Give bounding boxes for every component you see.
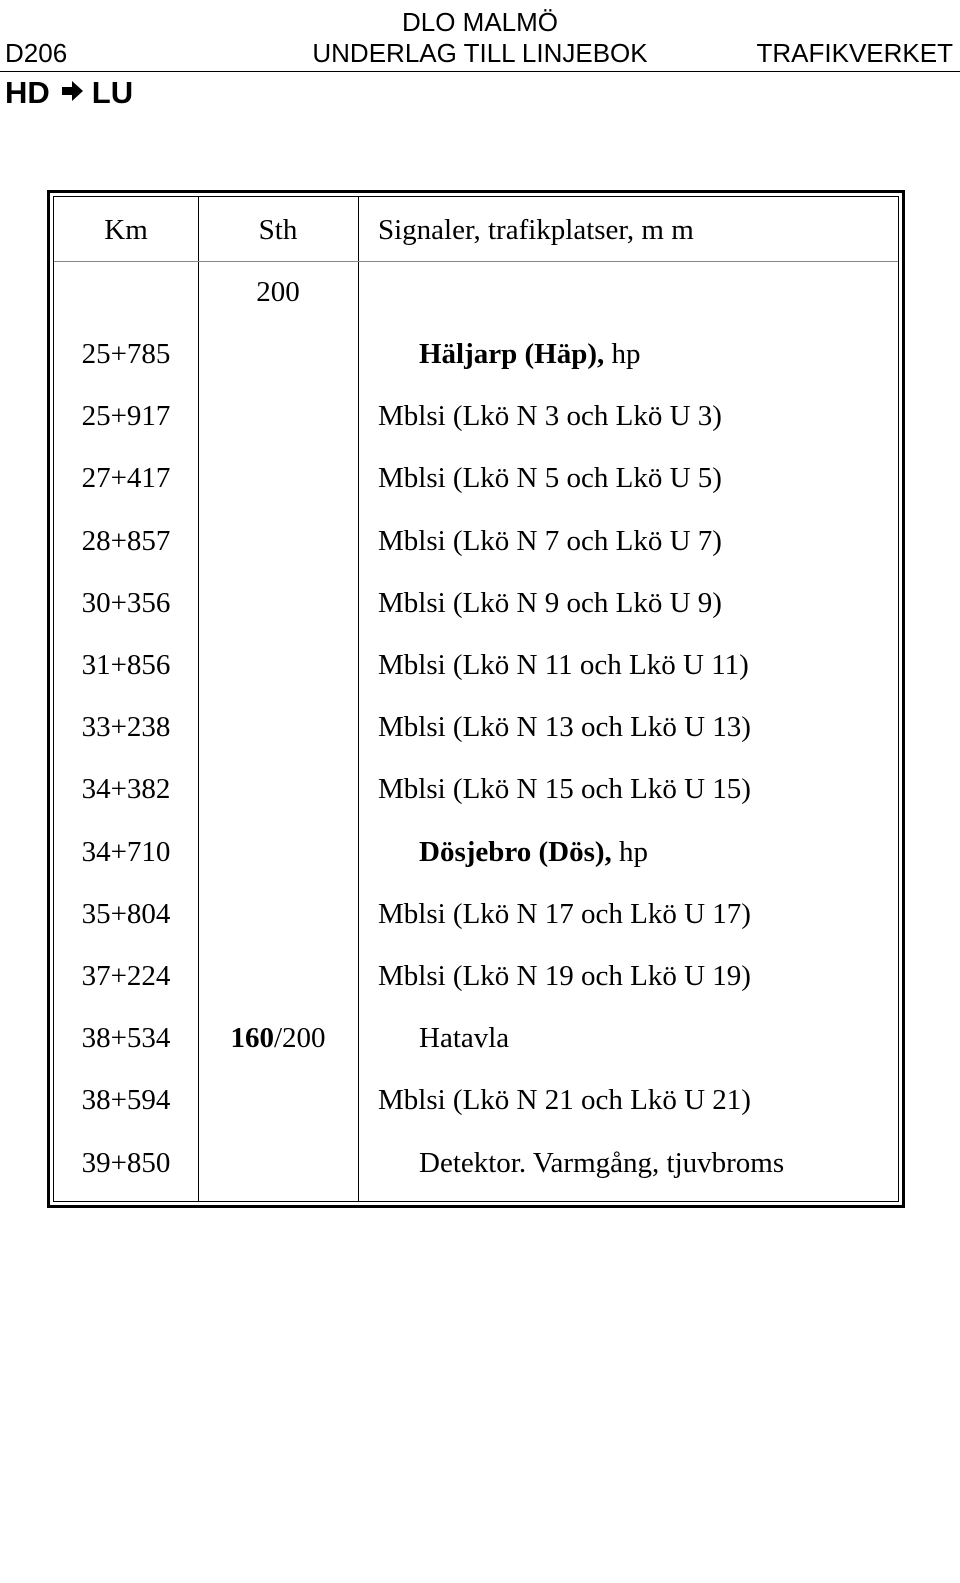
line-table xyxy=(47,190,905,1208)
sth-primary: 160 xyxy=(230,1022,274,1054)
column-header-km: Km xyxy=(104,214,148,246)
signal-text: Mblsi (Lkö N 19 och Lkö U 19) xyxy=(378,960,751,992)
km-cell: 37+224 xyxy=(81,960,171,992)
signal-cell xyxy=(378,399,722,433)
line-table-inner xyxy=(53,196,899,1202)
signal-text: hp xyxy=(611,836,649,868)
right-arrow-icon xyxy=(60,74,84,112)
km-cell: 35+804 xyxy=(81,898,171,930)
km-cell: 28+857 xyxy=(81,525,171,557)
column-divider xyxy=(358,197,359,1201)
km-cell: 38+594 xyxy=(81,1084,171,1116)
document-agency: TRAFIKVERKET xyxy=(756,38,953,68)
signal-cell xyxy=(378,710,751,744)
signal-cell xyxy=(378,772,751,806)
km-cell: 27+417 xyxy=(81,462,171,494)
signal-text: Mblsi (Lkö N 9 och Lkö U 9) xyxy=(378,587,722,619)
signal-text: hp xyxy=(604,338,641,370)
signal-cell xyxy=(419,337,641,371)
signal-cell xyxy=(378,897,751,931)
signal-cell xyxy=(378,461,722,495)
signal-cell xyxy=(378,1083,751,1117)
signal-text: Mblsi (Lkö N 13 och Lkö U 13) xyxy=(378,711,751,743)
km-cell: 34+382 xyxy=(81,773,171,805)
km-cell: 33+238 xyxy=(81,711,171,743)
signal-text: Detektor. Varmgång, tjuvbroms xyxy=(419,1147,785,1179)
signal-text: Mblsi (Lkö N 17 och Lkö U 17) xyxy=(378,898,751,930)
km-cell: 31+856 xyxy=(81,649,171,681)
route-to: LU xyxy=(91,75,134,110)
initial-sth-value: 200 xyxy=(256,276,300,308)
column-header-sth: Sth xyxy=(258,214,298,246)
signal-text: Mblsi (Lkö N 7 och Lkö U 7) xyxy=(378,525,722,557)
signal-cell xyxy=(419,1021,509,1055)
signal-text: Mblsi (Lkö N 11 och Lkö U 11) xyxy=(378,649,749,681)
header-row-divider xyxy=(54,261,898,262)
signal-cell xyxy=(378,524,722,558)
signal-text: Mblsi (Lkö N 21 och Lkö U 21) xyxy=(378,1084,751,1116)
km-cell: 39+850 xyxy=(81,1147,171,1179)
signal-text: Mblsi (Lkö N 3 och Lkö U 3) xyxy=(378,400,722,432)
km-cell: 38+534 xyxy=(81,1022,171,1054)
signal-cell xyxy=(378,586,722,620)
km-cell: 34+710 xyxy=(81,836,171,868)
signal-cell xyxy=(378,648,749,682)
signal-cell xyxy=(419,1146,784,1180)
document-title: UNDERLAG TILL LINJEBOK xyxy=(312,38,648,68)
km-cell: 25+785 xyxy=(81,338,171,370)
sth-secondary: /200 xyxy=(273,1022,326,1054)
station-name: Dösjebro (Dös), xyxy=(419,836,612,868)
document-org: DLO MALMÖ xyxy=(401,7,559,37)
route-heading xyxy=(5,74,133,112)
km-cell: 30+356 xyxy=(81,587,171,619)
signal-text: Mblsi (Lkö N 5 och Lkö U 5) xyxy=(378,462,722,494)
document-code: D206 xyxy=(5,38,68,68)
km-cell: 25+917 xyxy=(81,400,171,432)
route-from: HD xyxy=(5,75,50,110)
signal-text: Mblsi (Lkö N 15 och Lkö U 15) xyxy=(378,773,751,805)
signal-text: Hatavla xyxy=(419,1022,510,1054)
column-header-signals: Signaler, trafikplatser, m m xyxy=(378,214,694,246)
signal-cell xyxy=(378,959,751,993)
station-name: Häljarp (Häp), xyxy=(419,338,605,370)
signal-cell xyxy=(419,835,648,869)
header-divider xyxy=(0,71,960,72)
sth-cell xyxy=(198,1021,358,1055)
